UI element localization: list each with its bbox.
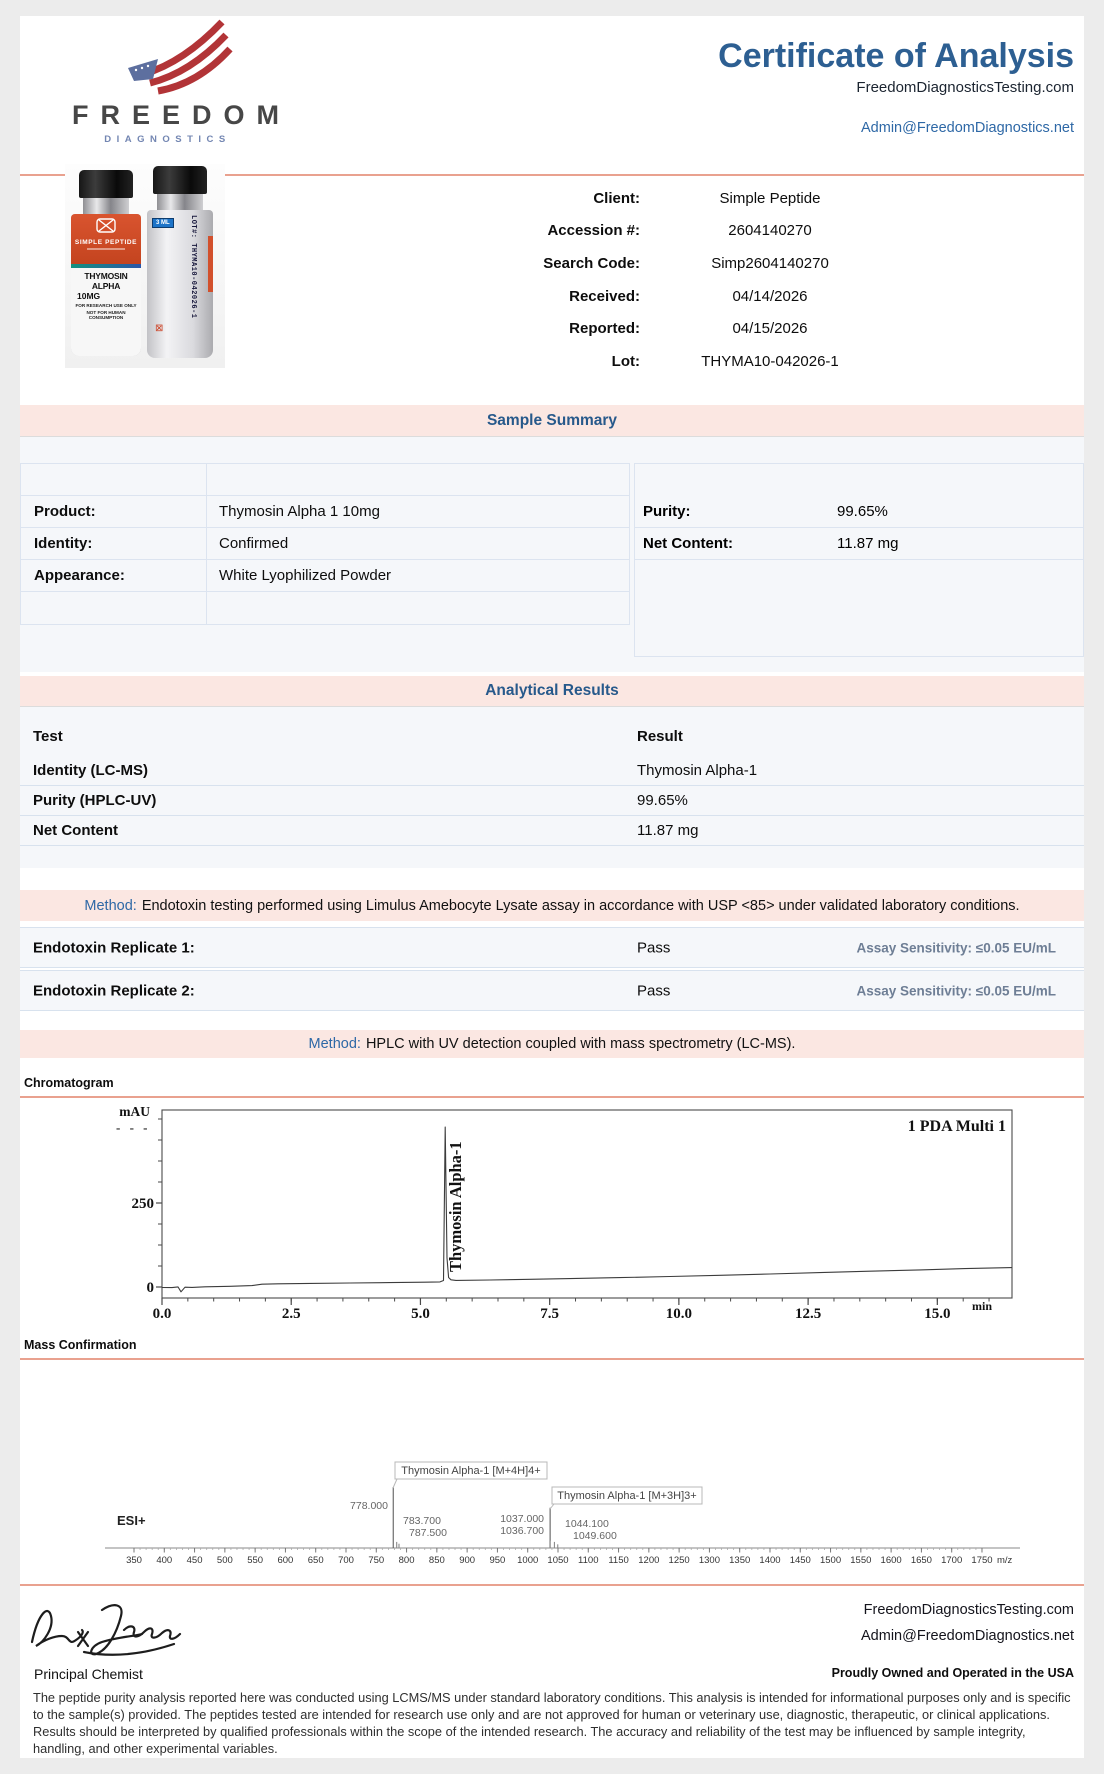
info-row-label: Reported: xyxy=(569,320,640,338)
analytical-results-title: Analytical Results xyxy=(485,682,619,699)
info-row-label: Accession #: xyxy=(547,222,640,240)
svg-text:550: 550 xyxy=(247,1555,264,1566)
ms-x-axis-ticks xyxy=(126,1548,992,1566)
summary-row-value: 11.87 mg xyxy=(837,535,899,552)
page-title: Certificate of Analysis xyxy=(718,37,1074,75)
svg-text:1500: 1500 xyxy=(819,1555,842,1566)
title-block xyxy=(718,36,1074,136)
summary-row-value: Thymosin Alpha 1 10mg xyxy=(219,503,380,520)
table-row xyxy=(20,755,1084,786)
result-value: 11.87 mg xyxy=(637,821,699,839)
vial-front xyxy=(71,170,141,356)
summary-row-label: Product: xyxy=(21,496,207,527)
info-grid xyxy=(440,182,900,378)
vial-product-name: THYMOSIN ALPHA xyxy=(84,271,128,291)
summary-row-label: Purity: xyxy=(643,503,691,520)
chrom-xlabel: min xyxy=(972,1299,993,1313)
footer-email-link[interactable]: Admin@FreedomDiagnostics.net xyxy=(861,1628,1074,1644)
svg-text:7.5: 7.5 xyxy=(540,1306,560,1322)
svg-text:1150: 1150 xyxy=(608,1555,629,1566)
info-row-value: Simp2604140270 xyxy=(711,254,829,272)
footer-divider xyxy=(20,1584,1084,1586)
info-row xyxy=(440,215,900,248)
summary-row xyxy=(21,592,629,624)
summary-row xyxy=(21,496,629,528)
summary-row xyxy=(21,528,629,560)
svg-text:400: 400 xyxy=(156,1555,173,1566)
svg-text:1600: 1600 xyxy=(880,1555,902,1566)
svg-text:1100: 1100 xyxy=(578,1555,599,1566)
svg-text:1200: 1200 xyxy=(638,1555,660,1566)
endotoxin-method-band xyxy=(20,890,1084,921)
vial-lot-text: LOT#: THYMA10-042026-1 xyxy=(189,215,197,319)
svg-text:650: 650 xyxy=(307,1555,324,1566)
mass-divider xyxy=(20,1358,1084,1360)
ms-xlabel: m/z xyxy=(997,1555,1013,1566)
svg-text:1350: 1350 xyxy=(729,1555,751,1566)
signature xyxy=(24,1592,194,1666)
ms-peak-value-1049: 1049.600 xyxy=(573,1530,617,1542)
ms-annotation-4plus: Thymosin Alpha-1 [M+4H]4+ xyxy=(401,1465,541,1477)
info-row xyxy=(440,280,900,313)
vial-brand-text: SIMPLE PEPTIDE xyxy=(74,239,138,246)
svg-text:15.0: 15.0 xyxy=(924,1306,951,1322)
signer-title: Principal Chemist xyxy=(34,1666,143,1682)
results-header-row xyxy=(20,722,1084,750)
vial-body xyxy=(71,214,141,356)
results-col-test: Test xyxy=(33,727,63,745)
summary-row xyxy=(635,528,1083,560)
summary-row-label: Appearance: xyxy=(21,560,207,591)
vial-warning-2: NOT FOR HUMAN CONSUMPTION xyxy=(86,310,126,320)
svg-text:800: 800 xyxy=(398,1555,415,1566)
results-panel xyxy=(20,707,1084,868)
summary-row xyxy=(21,560,629,592)
vial-cap xyxy=(153,166,207,194)
chrom-y-overflow-marks: - - - xyxy=(116,1120,151,1135)
endotoxin-replicate-row xyxy=(20,970,1084,1011)
hplc-method-text: HPLC with UV detection coupled with mass spectrometry (LC-MS). xyxy=(365,1036,796,1052)
svg-text:1050: 1050 xyxy=(547,1555,569,1566)
summary-row-label xyxy=(21,464,207,495)
svg-text:2.5: 2.5 xyxy=(281,1306,301,1322)
ms-annotation-3plus: Thymosin Alpha-1 [M+3H]3+ xyxy=(557,1490,697,1502)
svg-text:900: 900 xyxy=(459,1555,476,1566)
summary-row-label: Net Content: xyxy=(643,535,733,552)
summary-right-table xyxy=(634,463,1084,657)
chromatogram-section-label: Chromatogram xyxy=(24,1076,114,1090)
mass-section-label: Mass Confirmation xyxy=(24,1338,137,1352)
vial-dose: 10MG xyxy=(77,291,101,301)
svg-text:1700: 1700 xyxy=(941,1555,963,1566)
ms-peak-value-1037: 1037.000 xyxy=(500,1513,544,1525)
assay-sensitivity: Assay Sensitivity: ≤0.05 EU/mL xyxy=(856,940,1056,955)
chrom-x-axis-ticks xyxy=(153,1298,989,1322)
svg-text:1400: 1400 xyxy=(759,1555,781,1566)
summary-row xyxy=(635,496,1083,528)
info-row-value: 04/15/2026 xyxy=(732,320,808,338)
vial-tagline-line xyxy=(87,248,125,250)
chrom-detector-label: 1 PDA Multi 1 xyxy=(907,1118,1006,1135)
svg-text:1000: 1000 xyxy=(517,1555,539,1566)
replicate-label: Endotoxin Replicate 2: xyxy=(33,982,195,999)
replicate-result: Pass xyxy=(637,982,671,999)
svg-text:950: 950 xyxy=(489,1555,506,1566)
method-label: Method: xyxy=(84,897,137,914)
analytical-results-band xyxy=(20,676,1084,707)
result-value: 99.65% xyxy=(637,791,688,809)
vial-crimp xyxy=(157,194,203,210)
info-row-value: Simple Peptide xyxy=(719,189,821,207)
summary-row xyxy=(21,464,629,496)
info-row-label: Received: xyxy=(569,287,640,305)
info-row-label: Client: xyxy=(593,189,640,207)
assay-sensitivity: Assay Sensitivity: ≤0.05 EU/mL xyxy=(856,983,1056,998)
mass-spectrum-chart xyxy=(20,1362,1084,1567)
brand-subtitle: DIAGNOSTICS xyxy=(104,134,231,145)
footer-website-link[interactable]: FreedomDiagnosticsTesting.com xyxy=(863,1602,1074,1618)
info-row xyxy=(440,312,900,345)
eagle-stripes-icon xyxy=(122,18,248,100)
info-row xyxy=(440,247,900,280)
vial-brand-icon xyxy=(96,218,116,233)
chrom-ytick-250: 250 xyxy=(131,1196,154,1212)
result-test: Net Content xyxy=(33,821,118,839)
svg-text:350: 350 xyxy=(126,1555,142,1566)
sample-summary-band xyxy=(20,405,1084,437)
replicate-label: Endotoxin Replicate 1: xyxy=(33,939,195,956)
vial-warning-1: FOR RESEARCH USE ONLY xyxy=(75,303,137,308)
svg-text:1550: 1550 xyxy=(850,1555,872,1566)
result-test: Identity (LC-MS) xyxy=(33,761,148,779)
sample-summary-title: Sample Summary xyxy=(486,411,618,429)
summary-row-value: 99.65% xyxy=(837,503,888,520)
brand-name: FREEDOM xyxy=(72,100,291,130)
summary-row-value: Confirmed xyxy=(219,535,289,552)
summary-left-table xyxy=(20,463,630,625)
summary-row-label xyxy=(21,592,207,624)
vial-back xyxy=(147,166,213,358)
endotoxin-method-text: Endotoxin testing performed using Limulus Amebocyte Lysate assay in accordance with USP <85> under validated laboratory conditions. xyxy=(141,897,1020,914)
svg-text:5.0: 5.0 xyxy=(411,1306,430,1322)
info-row-value: THYMA10-042026-1 xyxy=(701,352,839,370)
ms-ionization-label: ESI+ xyxy=(117,1513,146,1528)
info-row xyxy=(440,182,900,215)
endotoxin-replicate-row xyxy=(20,927,1084,968)
ms-peak-value-778: 778.000 xyxy=(350,1500,388,1512)
svg-text:1450: 1450 xyxy=(789,1555,811,1566)
chrom-y-axis-ticks xyxy=(156,1119,162,1287)
ms-peak-value-787: 787.500 xyxy=(409,1527,447,1539)
header-email-link[interactable]: Admin@FreedomDiagnostics.net xyxy=(861,120,1074,136)
product-photo xyxy=(65,164,225,368)
summary-row-label: Identity: xyxy=(21,528,207,559)
results-col-result: Result xyxy=(637,727,683,745)
info-row xyxy=(440,345,900,378)
hplc-method-band xyxy=(20,1030,1084,1058)
vial-body xyxy=(147,210,213,358)
svg-text:10.0: 10.0 xyxy=(665,1306,693,1322)
vial-mini-logo: ⊠ xyxy=(155,323,164,334)
vial-label-top xyxy=(71,214,141,264)
info-row-label: Lot: xyxy=(611,352,640,370)
vial-label-edge xyxy=(208,236,213,292)
svg-text:1750: 1750 xyxy=(971,1555,993,1566)
svg-text:0.0: 0.0 xyxy=(152,1306,172,1322)
svg-text:450: 450 xyxy=(186,1555,203,1566)
vial-label-main xyxy=(71,268,141,356)
svg-text:1300: 1300 xyxy=(698,1555,720,1566)
info-row-value: 04/14/2026 xyxy=(732,287,808,305)
replicate-result: Pass xyxy=(637,939,671,956)
ms-peak-value-1044: 1044.100 xyxy=(565,1518,609,1530)
svg-text:500: 500 xyxy=(216,1555,233,1566)
chromatogram-divider xyxy=(20,1096,1084,1098)
ms-peak-value-783: 783.700 xyxy=(403,1515,441,1527)
svg-text:12.5: 12.5 xyxy=(794,1306,822,1322)
info-row-label: Search Code: xyxy=(543,254,640,272)
svg-text:750: 750 xyxy=(368,1555,385,1566)
info-row-value: 2604140270 xyxy=(728,222,812,240)
svg-text:700: 700 xyxy=(338,1555,354,1566)
footer-tagline: Proudly Owned and Operated in the USA xyxy=(831,1666,1074,1680)
disclaimer-text: The peptide purity analysis reported here was conducted using LCMS/MS under standard laboratory conditions. This analysis is intended for informational purposes only and is specific to the sample(s) provided. The peptides tested are intended for research use only and are not approved for human or veterinary use, diagnostic, therapeutic, or clinical applications. Results should be interpreted by qualified professionals within the scope of the intended research. The accuracy and reliability of the test may be influenced by sample integrity, handling, and other experimental variables. xyxy=(33,1690,1071,1756)
svg-text:1250: 1250 xyxy=(668,1555,690,1566)
header-website-link[interactable]: FreedomDiagnosticsTesting.com xyxy=(856,79,1074,96)
vial-volume-badge: 3 ML xyxy=(152,218,174,228)
chromatogram-chart xyxy=(20,1100,1084,1322)
ms-peak-value-1036: 1036.700 xyxy=(500,1525,544,1537)
certificate-document xyxy=(20,16,1084,1758)
company-logo xyxy=(60,20,291,152)
table-row xyxy=(20,785,1084,816)
vial-crimp xyxy=(83,198,129,214)
summary-row-value: White Lyophilized Powder xyxy=(219,567,392,584)
svg-text:600: 600 xyxy=(277,1555,294,1566)
result-value: Thymosin Alpha-1 xyxy=(637,761,758,779)
svg-text:1650: 1650 xyxy=(910,1555,932,1566)
table-row xyxy=(20,815,1084,846)
svg-text:850: 850 xyxy=(428,1555,445,1566)
result-test: Purity (HPLC-UV) xyxy=(33,791,157,809)
chrom-peak-label: Thymosin Alpha-1 xyxy=(446,1141,465,1272)
chrom-ytick-0: 0 xyxy=(146,1280,154,1296)
vial-cap xyxy=(79,170,133,198)
chrom-ylabel: mAU xyxy=(119,1104,150,1119)
method-label: Method: xyxy=(308,1036,361,1052)
